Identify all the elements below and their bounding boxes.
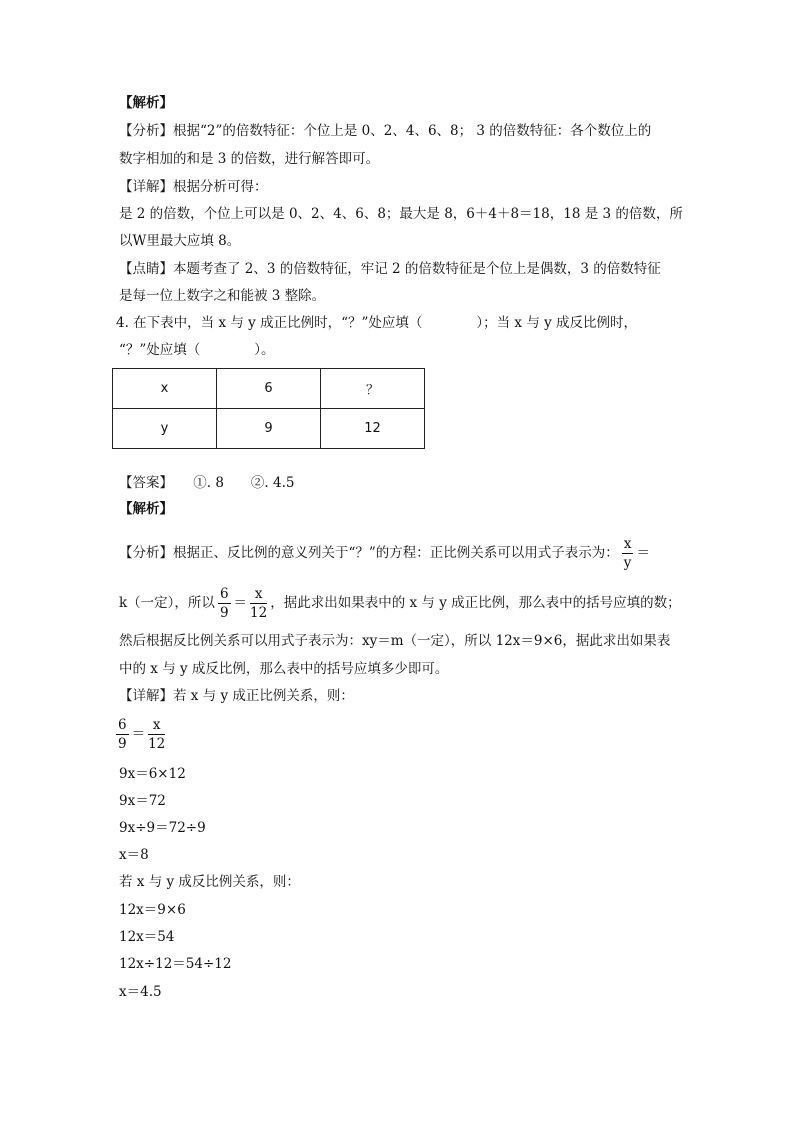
analysis-line-4: 中的 x 与 y 成反比例，那么表中的括号应填多少即可。 — [119, 661, 449, 677]
table-cell: x — [113, 369, 217, 409]
equals-sign: ＝ — [233, 595, 248, 611]
analysis-line-2-prefix: k（一定），所以 — [119, 595, 215, 611]
comment-text-2: 是每一位上数字之和能被 3 整除。 — [119, 288, 326, 304]
solve-step-4: x＝8 — [119, 847, 149, 863]
answer-analysis-heading: 【解析】 — [119, 501, 173, 517]
solve-step-3: 9x÷9＝72÷9 — [119, 820, 206, 836]
fraction-x-over-12 — [250, 586, 267, 621]
ratio-table — [112, 368, 425, 449]
solve-step-7: 12x÷12＝54÷12 — [119, 956, 232, 972]
fraction-numerator: x — [250, 586, 267, 604]
detail-text-2: 以W里最大应填 8。 — [119, 233, 241, 249]
fraction-denominator: 9 — [118, 736, 127, 752]
fraction-denominator: 12 — [250, 605, 268, 621]
solve-step-2: 9x＝72 — [119, 793, 166, 809]
question-4-stem-1: 4. 在下表中，当 x 与 y 成正比例时，“？”处应填（ ）；当 x 与 y 成反比例时， — [116, 315, 638, 331]
table-cell: 9 — [217, 409, 321, 449]
fraction-numerator: 6 — [219, 586, 229, 602]
table-row — [113, 369, 425, 409]
fraction-6-over-9 — [116, 717, 129, 752]
solve-step-1: 9x＝6×12 — [119, 766, 186, 782]
analysis-line-2-suffix: ，据此求出如果表中的 x 与 y 成正比例，那么表中的括号应填的数； — [270, 595, 681, 611]
analysis-text-1: 【分析】根据“2”的倍数特征：个位上是 0、2、4、6、8； 3 的倍数特征：各个数位上的 — [119, 123, 652, 139]
fraction-denominator: 12 — [148, 736, 166, 752]
analysis-line-2 — [119, 583, 681, 623]
analysis-line-3: 然后根据反比例关系可以用式子表示为：xy＝m（一定），所以 12x＝9×6，据此求出如果表 — [119, 633, 671, 649]
analysis-line-1 — [119, 533, 650, 573]
fraction-x-over-12 — [148, 717, 165, 752]
equals-sign: ＝ — [131, 726, 146, 742]
fraction-numerator: x — [148, 717, 165, 735]
fraction-numerator: x — [623, 536, 632, 552]
analysis-text-2: 数字相加的和是 3 的倍数，进行解答即可。 — [119, 151, 380, 167]
fraction-numerator: 6 — [118, 717, 127, 733]
analysis-heading: 【解析】 — [119, 95, 173, 111]
equals-sign: ＝ — [636, 545, 650, 561]
table-cell: y — [113, 409, 217, 449]
table-row — [113, 409, 425, 449]
detail-text-1: 是 2 的倍数，个位上可以是 0、2、4、6、8；最大是 8，6＋4＋8＝18，18 是 3 的倍数，所 — [119, 206, 683, 222]
comment-text-1: 【点睛】本题考查了 2、3 的倍数特征，牢记 2 的倍数特征是个位上是偶数，3 的倍数特征 — [119, 261, 661, 277]
detail-heading: 【详解】根据分析可得： — [119, 179, 268, 195]
solve-step-5: 12x＝9×6 — [119, 902, 186, 918]
table-cell: 12 — [321, 409, 425, 449]
solve-step-8: x＝4.5 — [119, 984, 162, 1000]
analysis-line-1-text: 【分析】根据正、反比例的意义列关于“？”的方程：正比例关系可以用式子表示为： — [119, 545, 619, 561]
detail-proportion — [116, 714, 168, 754]
question-4-stem-2: “？”处应填（ ）。 — [119, 342, 275, 358]
fraction-denominator: 9 — [219, 605, 229, 621]
answer-line: 【答案】 ①. 8 ②. 4.5 — [119, 475, 295, 491]
table-cell: 6 — [217, 369, 321, 409]
fraction-6-over-9 — [218, 586, 231, 621]
detail-line-heading: 【详解】若 x 与 y 成正比例关系，则： — [119, 688, 354, 704]
table-cell: ？ — [321, 369, 425, 409]
solve-step-6: 12x＝54 — [119, 929, 175, 945]
inverse-heading: 若 x 与 y 成反比例关系，则： — [119, 874, 300, 890]
fraction-x-over-y — [622, 536, 634, 571]
fraction-denominator: y — [623, 555, 632, 571]
